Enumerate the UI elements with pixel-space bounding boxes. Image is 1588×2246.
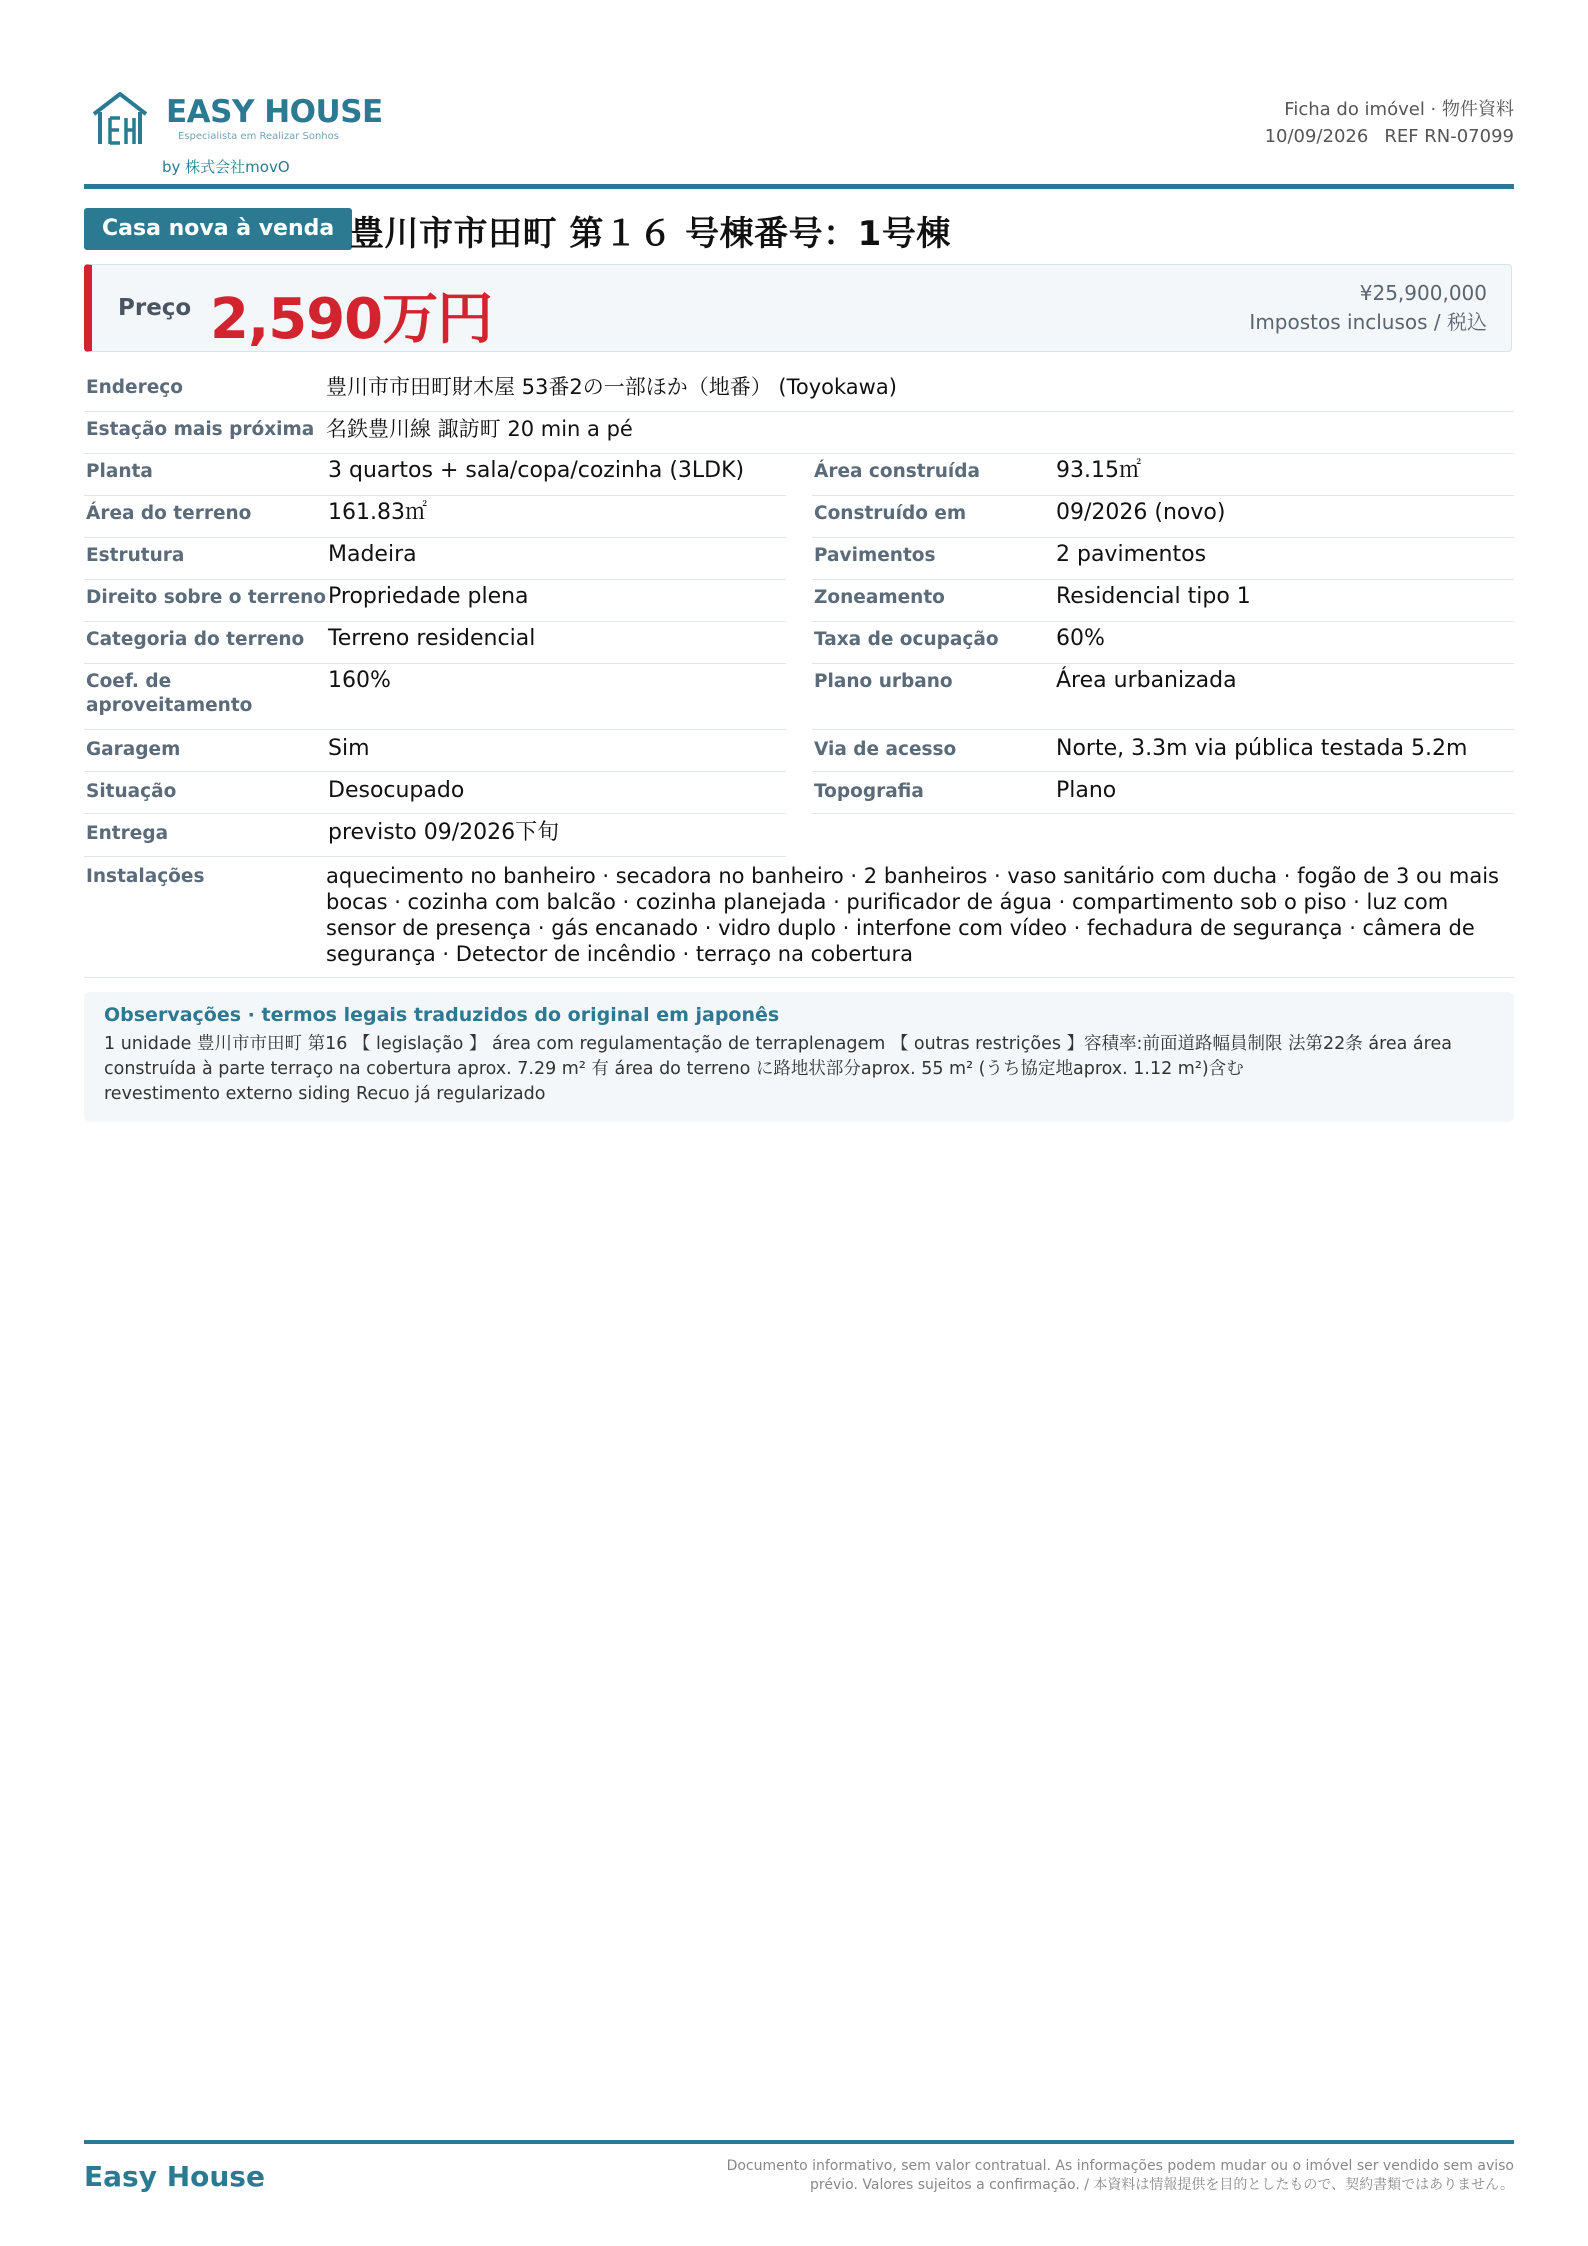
spec-value: 豊川市市田町財木屋 53番2の一部ほか（地番） (Toyokawa) [326, 375, 897, 399]
spec-label: Entrega [86, 823, 169, 844]
spec-label: Situação [86, 781, 177, 802]
spec-value: previsto 09/2026下旬 [328, 820, 560, 845]
spec-value: Residencial tipo 1 [1056, 584, 1251, 609]
price-box [84, 264, 1512, 352]
spec-label: Via de acesso [814, 739, 957, 760]
spec-label: Taxa de ocupação [814, 629, 999, 650]
footer-divider [84, 2140, 1514, 2144]
price-yen: ¥25,900,000 [1359, 281, 1487, 305]
price-tax-note: Impostos inclusos / 税込 [1249, 310, 1487, 334]
spec-label: Coef. de aproveitamento [86, 671, 253, 716]
spec-label: Zoneamento [814, 587, 945, 608]
footer-disclaimer [614, 2157, 1514, 2195]
price-detail [1249, 279, 1487, 337]
spec-value: 09/2026 (novo) [1056, 500, 1226, 525]
spec-value: 2 pavimentos [1056, 542, 1207, 567]
notes-box [84, 992, 1514, 1122]
header-divider [84, 184, 1514, 189]
spec-value: 160% [328, 668, 391, 693]
notes-line: construída à parte terraço na cobertura aprox. 7.29 m² 有 área do terreno に路地状部分aprox. 55 m² (うち協定地aprox. 1.12 m²)含む [104, 1059, 1244, 1079]
spec-label: Categoria do terreno [86, 629, 305, 650]
notes-line: revestimento externo siding Recuo já regularizado [104, 1084, 546, 1104]
spec-label: Garagem [86, 739, 181, 760]
spec-value: Madeira [328, 542, 417, 567]
spec-value: Propriedade plena [328, 584, 529, 609]
spec-label: Estrutura [86, 545, 185, 566]
price-value: 2,590万円 [210, 287, 493, 352]
spec-label: Endereço [86, 377, 183, 398]
spec-label: Topografia [814, 781, 924, 802]
notes-body [104, 1032, 1494, 1107]
disclaimer-line: Documento informativo, sem valor contratual. As informações podem mudar ou o imóvel ser vendido sem aviso [726, 2158, 1514, 2174]
spec-value: 3 quartos + sala/copa/cozinha (3LDK) [328, 458, 745, 483]
spec-value: 60% [1056, 626, 1105, 651]
spec-value: Sim [328, 736, 370, 761]
property-sheet [84, 0, 1514, 2246]
spec-value: 名鉄豊川線 諏訪町 20 min a pé [326, 417, 633, 441]
spec-value: Terreno residencial [328, 626, 536, 651]
spec-value: Plano [1056, 778, 1117, 803]
spec-value: 93.15㎡ [1056, 458, 1141, 483]
price-label: Preço [118, 295, 192, 321]
spec-label: Planta [86, 461, 153, 482]
spec-label: Plano urbano [814, 671, 953, 692]
spec-value: Área urbanizada [1056, 668, 1237, 693]
spec-label: Pavimentos [814, 545, 936, 566]
spec-label: Instalações [86, 866, 205, 887]
notes-line: 1 unidade 豊川市市田町 第16 【 legislação 】 área com regulamentação de terraplenagem 【 outras restrições 】容積率:前面道路幅員制限 法第22条 área área [104, 1034, 1452, 1054]
spec-value: Desocupado [328, 778, 465, 803]
document-meta [1265, 96, 1514, 150]
header [84, 78, 1514, 178]
document-ref: REF RN-07099 [1384, 126, 1514, 147]
spec-value: Norte, 3.3m via pública testada 5.2m [1056, 736, 1468, 761]
house-logo-icon [90, 88, 150, 148]
spec-value: 161.83㎡ [328, 500, 427, 525]
spec-label: Área do terreno [86, 503, 252, 524]
document-type: Ficha do imóvel · 物件資料 [1284, 99, 1514, 120]
brand-name: EASY HOUSE [166, 94, 383, 130]
property-title: 豊川市市田町 第１６ 号棟番号：1号棟 [350, 214, 951, 254]
spec-label: Construído em [814, 503, 967, 524]
listing-type-badge: Casa nova à venda [84, 208, 352, 250]
brand-tagline: Especialista em Realizar Sonhos [178, 131, 339, 142]
spec-label: Estação mais próxima [86, 419, 315, 440]
spec-label: Direito sobre o terreno [86, 587, 326, 608]
notes-title: Observações · termos legais traduzidos do original em japonês [104, 1004, 780, 1026]
title-row [84, 208, 1514, 252]
disclaimer-line: prévio. Valores sujeitos a confirmação. / 本資料は情報提供を目的としたもので、契約書類ではありません。 [810, 2177, 1514, 2193]
logo [90, 84, 390, 180]
spec-label: Área construída [814, 461, 980, 482]
facilities-list: aquecimento no banheiro · secadora no banheiro · 2 banheiros · vaso sanitário com ducha · fogão de 3 ou mais bocas · cozinha com balcão · cozinha planejada · purificador de água · compartimento sob o piso · luz com sensor de presença · gás encanado · vidro duplo · interfone com vídeo · fechadura de segurança · câmera de segurança · Detector de incêndio · terraço na cobertura [326, 864, 1499, 966]
brand-company: by 株式会社movO [162, 158, 290, 176]
document-date: 10/09/2026 [1264, 126, 1369, 147]
footer-brand: Easy House [84, 2160, 265, 2193]
